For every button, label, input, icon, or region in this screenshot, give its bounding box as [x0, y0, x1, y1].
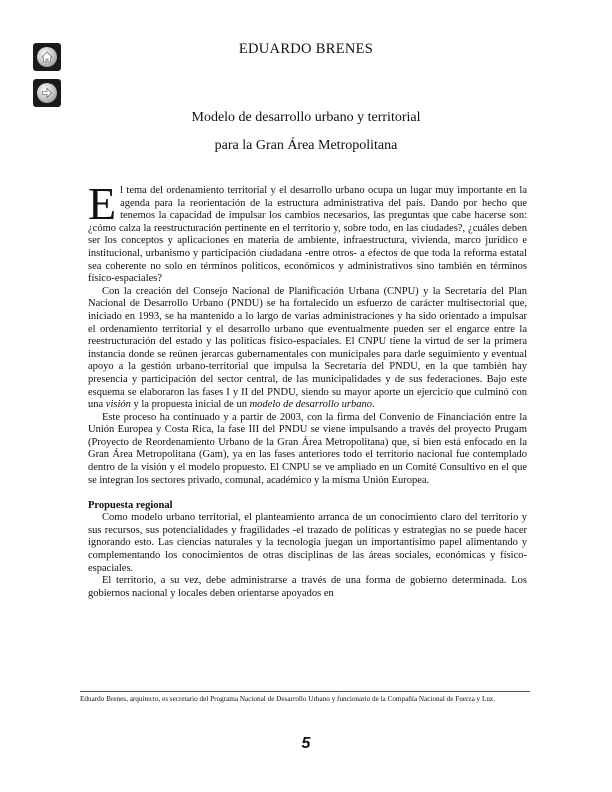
drop-cap: E	[88, 178, 117, 229]
article-body	[88, 178, 527, 600]
footnote-divider	[80, 691, 530, 692]
right-arrow-icon	[37, 83, 57, 103]
paragraph-1-text: l tema del ordenamiento territorial y el desarrollo urbano ocupa un lugar muy importante en la agenda para la reorientación de la estructura administrativa del país. Dando por hecho que tenemos la capacidad de impulsar los cambios necesarios, las preguntas que cabe hacerse son: ¿cómo calza la reestructuración pertinente en el territorio y, sobre todo, en las ciudades?, ¿cuáles deben ser los conceptos y aplicaciones en materia de ambiente, infraestructura, vivienda, marco jurídico e institucional, urbanismo y participación ciudadana -entre otros- a efectos de que toda la reforma estatal sea coherente no solo en términos políticos, económicos y administrativos sino también en términos físico-espaciales?	[88, 185, 527, 285]
paragraph-3: Este proceso ha continuado y a partir de 2003, con la firma del Convenio de Financiación entre la Unión Europea y Costa Rica, la fase III del PNDU se viene impulsando a través del proyecto Prugam (Proyecto de Reordenamiento Urbano de la Gran Área Metropolitana) que, si bien está enfocado en la Gran Área Metropolitana (Gam), ya en las fases anteriores todo el territorio nacional fue contemplado dentro de la visión y el modelo propuesto. El CNPU se ve ampliado en un Comité Consultivo en el que se integran los sectores privado, comunal, académico y la misma Unión Europea.	[88, 411, 527, 486]
article-title	[0, 104, 612, 160]
paragraph-2	[88, 286, 527, 412]
section-heading: Propuesta regional	[88, 500, 173, 512]
paragraph-1	[88, 178, 527, 286]
paragraph-2-emphasis-modelo: modelo de desarrollo urbano	[249, 399, 372, 411]
article-title-line-2: para la Gran Área Metropolitana	[214, 138, 398, 153]
running-header-author: EDUARDO BRENES	[238, 41, 374, 57]
paragraph-2-text-c: .	[371, 399, 375, 411]
footnote: Eduardo Brenes, arquitecto, es secretario del Programa Nacional de Desarrollo Urbano y funcionario de la Compañía Nacional de Fuerza y Luz.	[80, 695, 495, 703]
paragraph-4: Como modelo urbano territorial, el planteamiento arranca de un conocimiento claro del territorio y sus recursos, sus potencialidades y fragilidades -el trazado de políticas y estrategias no se puede hacer ignorando esto. Las ciencias naturales y la tecnología juegan un importantísimo papel alimentando y complementando los conocimientos de otras disciplinas de las áreas sociales, económicas y físico-espaciales.	[88, 512, 527, 574]
article-title-line-1: Modelo de desarrollo urbano y territorial	[191, 110, 421, 125]
paragraph-2-text-a: Con la creación del Consejo Nacional de Planificación Urbana (CNPU) y la Secretaría del Plan Nacional de Desarrollo Urbano (PNDU) se ha fortalecido un esfuerzo de carácter multisectorial que, iniciado en 1993, se ha mantenido a lo largo de varias administraciones y ha sido orientado a impulsar el ordenamiento territorial y el desarrollo urbano que eventualmente pueden ser el engarce entre la reestructuración del estado y las políticas físico-espaciales. El CNPU tiene la virtud de ser la primera instancia donde se reúnen jerarcas gubernamentales con municipales para darle seguimiento y eventual apoyo a la gestión urbano-territorial que impulsa la Secretaría del PNDU, en la que también hay presencia y participación del sector central, de las municipalidades y de sus federaciones. Bajo este esquema se elaboraron las fases I y II del PNDU, siendo su mayor aporte un ejercicio que culminó con una	[88, 285, 527, 411]
next-page-button[interactable]	[33, 79, 61, 107]
paragraph-5: El territorio, a su vez, debe administrarse a través de una forma de gobierno determinada. Los gobiernos nacional y locales deben orientarse apoyados en	[88, 575, 527, 599]
page-number: 5	[301, 735, 311, 752]
paragraph-2-emphasis-vision: visión	[105, 399, 131, 411]
paragraph-2-text-b: y la propuesta inicial de un	[130, 399, 250, 411]
